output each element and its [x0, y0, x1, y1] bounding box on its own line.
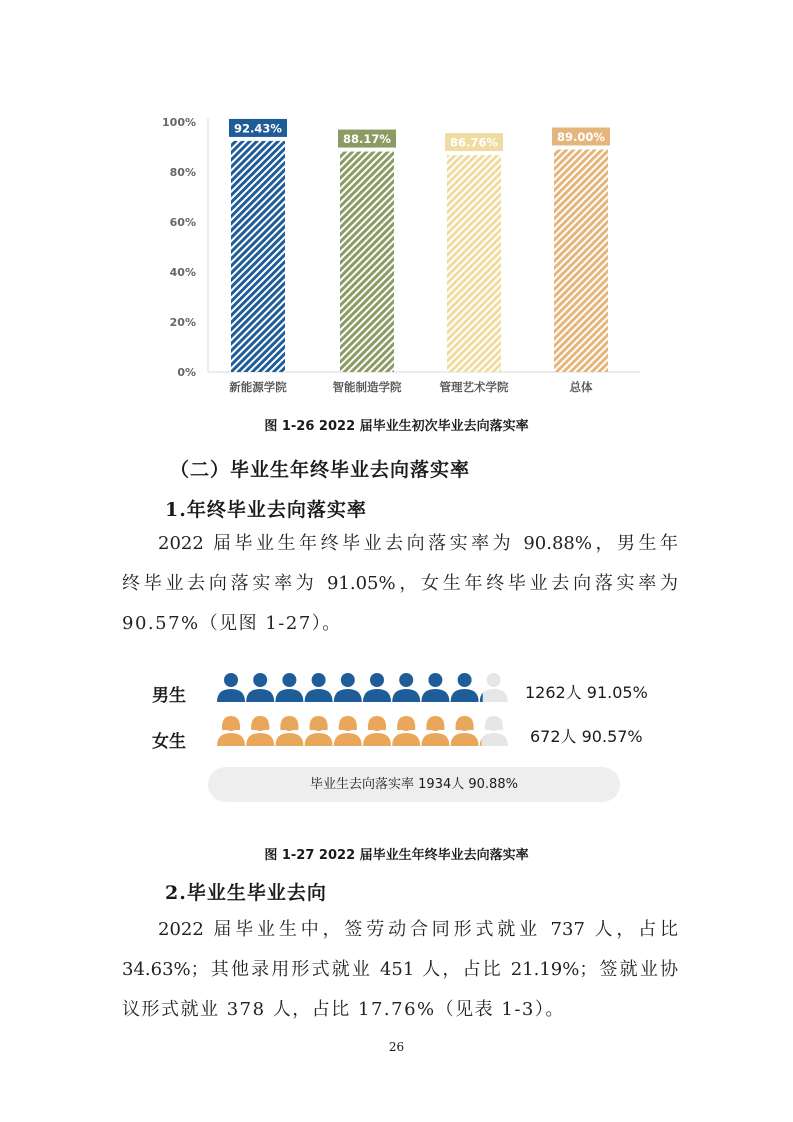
male-person-icon: [217, 673, 245, 702]
male-person-icon: [392, 673, 420, 702]
x-tick-label: 新能源学院: [229, 380, 287, 394]
female-label: 女生: [152, 732, 186, 752]
paragraph-1-line-1: 2022 届毕业生年终毕业去向落实率为 90.88%，男生年: [158, 533, 678, 554]
overall-summary-bar: 毕业生去向落实率 1934人 90.88%: [208, 767, 620, 802]
paragraph-2-line-3: 议形式就业 378 人，占比 17.76%（见表 1-3）。: [122, 999, 565, 1020]
paragraph-1-line-2: 终毕业去向落实率为 91.05%，女生年终毕业去向落实率为: [122, 573, 678, 594]
figure-1-26-caption: 图 1-26 2022 届毕业生初次毕业去向落实率: [264, 419, 529, 434]
y-tick-label: 100%: [162, 116, 196, 129]
value-label: 89.00%: [557, 130, 605, 144]
female-person-icon: [363, 716, 391, 746]
figure-1-27-caption: 图 1-27 2022 届毕业生年终毕业去向落实率: [264, 848, 529, 863]
value-label: 86.76%: [450, 135, 498, 150]
graduation-rate-bar-chart: [0, 0, 793, 410]
paragraph-1: [122, 524, 678, 644]
bar-新能源学院: [231, 141, 285, 372]
male-person-icon: [334, 673, 362, 702]
bar-智能制造学院: [340, 152, 394, 372]
female-person-icon: [334, 716, 362, 746]
male-person-icon: [421, 673, 449, 702]
male-person-icon: [246, 673, 274, 702]
female-person-icon: [275, 716, 303, 746]
male-person-icon: [363, 673, 391, 702]
paragraph-2: [122, 910, 678, 1030]
female-person-icon: [217, 716, 245, 746]
female-person-icon: [305, 716, 333, 746]
male-person-icon: [275, 673, 303, 702]
bar-总体: [554, 150, 608, 373]
female-person-icon: [421, 716, 449, 746]
y-tick-label: 40%: [169, 266, 196, 279]
male-person-icon-empty: [480, 673, 508, 702]
male-stat: 1262人 91.05%: [525, 683, 648, 702]
male-person-icon: [305, 673, 333, 702]
subsection-2-heading: 2.毕业生毕业去向: [165, 882, 327, 904]
y-tick-label: 0%: [177, 366, 196, 379]
paragraph-2-line-1: 2022 届毕业生中，签劳动合同形式就业 737 人，占比: [158, 919, 678, 940]
x-tick-label: 管理艺术学院: [439, 380, 509, 394]
male-person-icon: [451, 673, 479, 702]
section-heading: （二）毕业生年终毕业去向落实率: [170, 459, 471, 481]
paragraph-2-line-2: 34.63%；其他录用形式就业 451 人，占比 21.19%；签就业协: [122, 959, 678, 980]
page-number: 26: [388, 1040, 405, 1054]
bar-管理艺术学院: [447, 155, 501, 372]
female-person-icon: [451, 716, 479, 746]
female-person-icon: [392, 716, 420, 746]
x-tick-label: 智能制造学院: [332, 380, 402, 394]
female-stat: 672人 90.57%: [530, 727, 643, 746]
male-label: 男生: [152, 686, 186, 706]
female-person-icon-empty: [480, 716, 508, 746]
y-tick-label: 20%: [169, 316, 196, 329]
y-tick-label: 60%: [169, 216, 196, 229]
female-person-icon: [246, 716, 274, 746]
value-label: 88.17%: [343, 132, 391, 147]
y-tick-label: 80%: [169, 166, 196, 179]
x-tick-label: 总体: [569, 380, 593, 394]
paragraph-1-line-3: 90.57%（见图 1-27）。: [122, 613, 342, 634]
subsection-1-heading: 1.年终毕业去向落实率: [165, 499, 367, 521]
value-label: 92.43%: [234, 121, 282, 136]
